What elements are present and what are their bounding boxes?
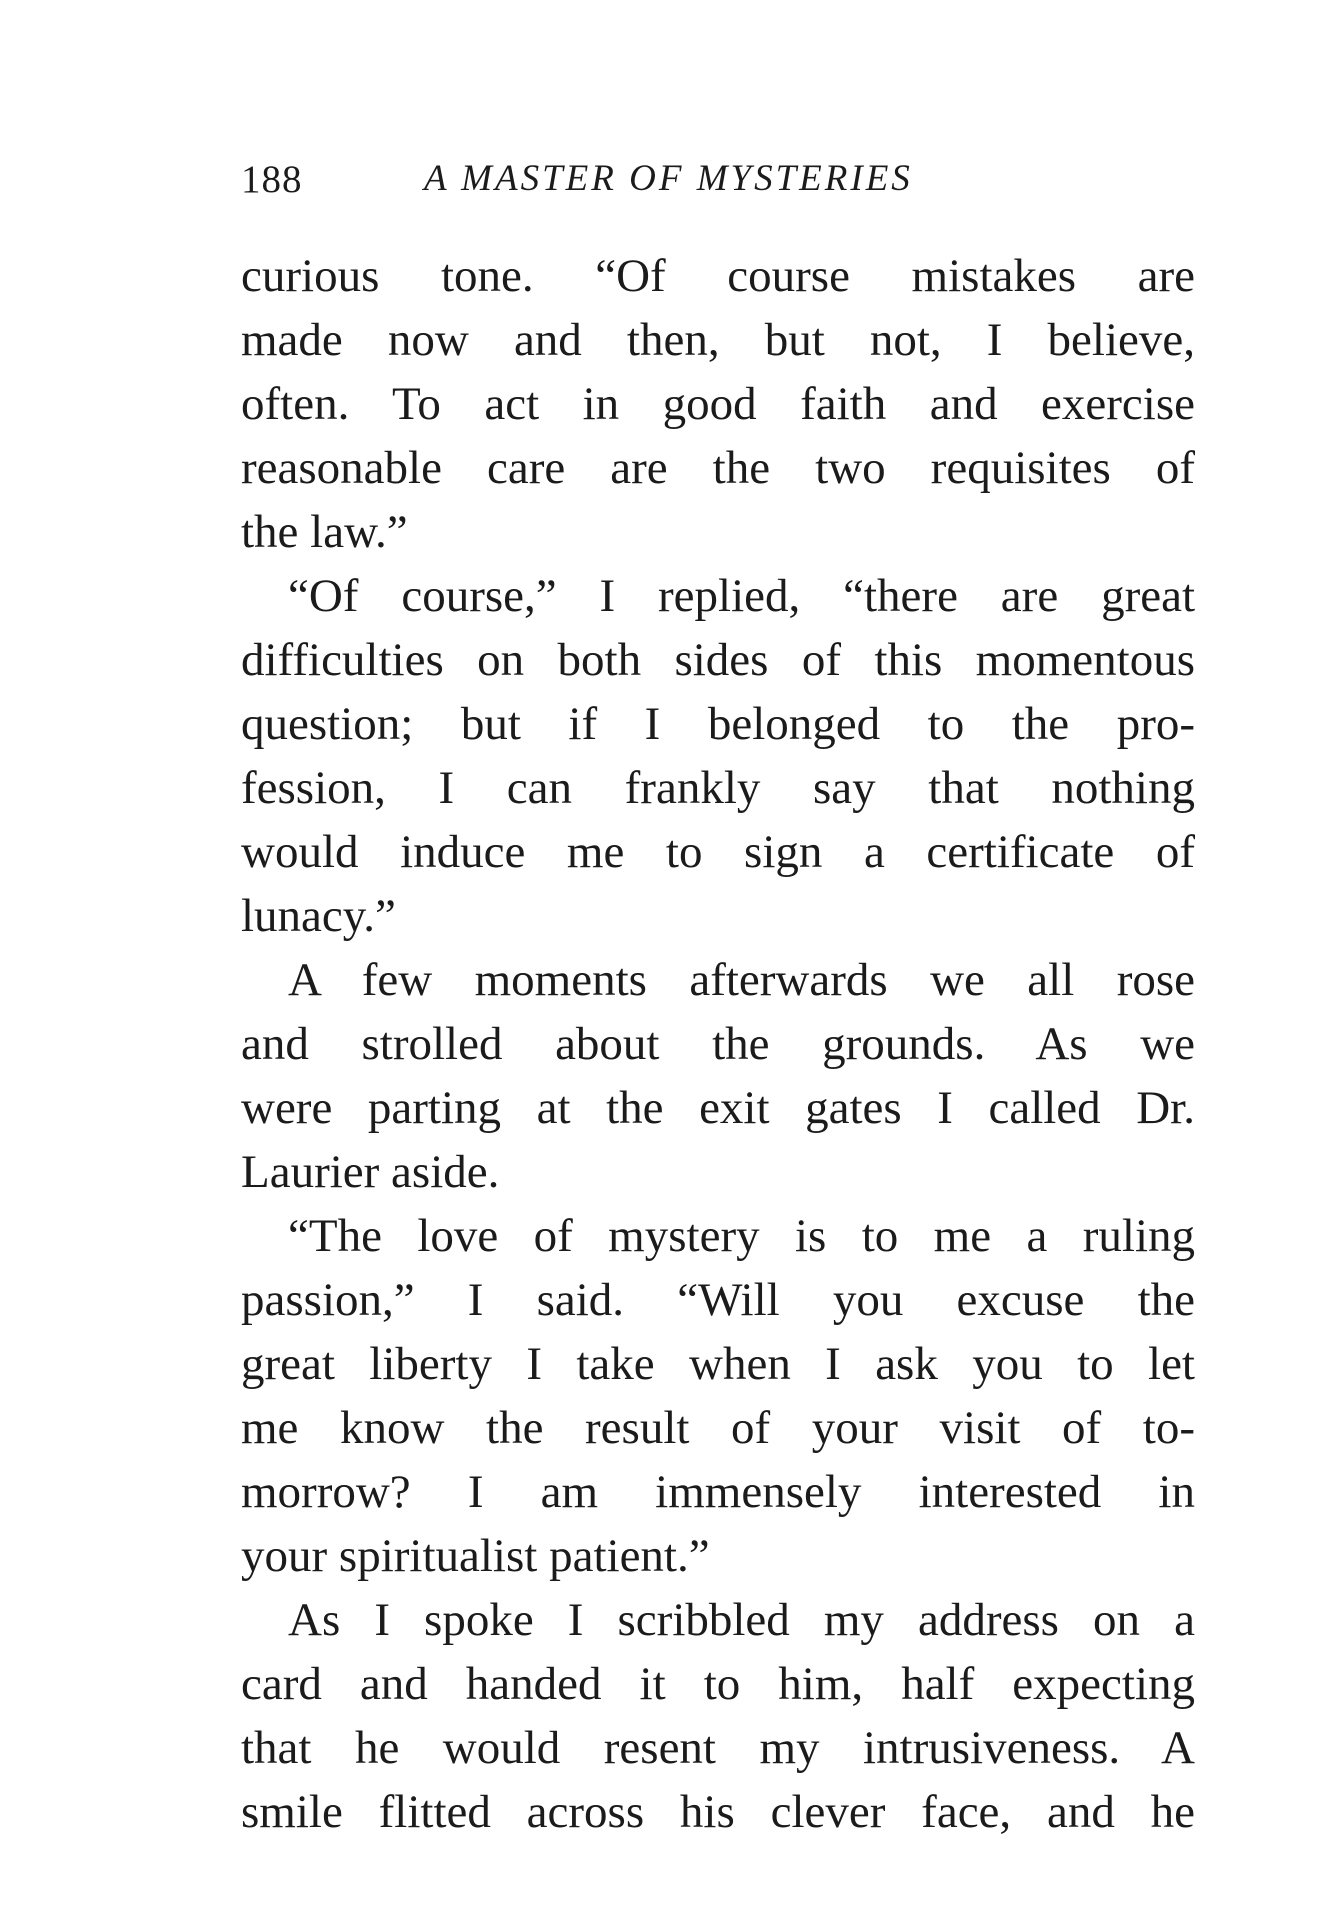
page-number: 188: [241, 158, 303, 201]
text-line: me know the result of your visit of to-: [241, 1402, 1195, 1454]
text-line: morrow? I am immensely interested in: [241, 1466, 1195, 1518]
text-line: that he would resent my intrusiveness. A: [241, 1722, 1195, 1774]
text-line: difficulties on both sides of this momentous: [241, 634, 1195, 686]
text-line: curious tone. “Of course mistakes are: [241, 250, 1195, 302]
text-line: your spiritualist patient.”: [241, 1530, 710, 1582]
text-line: would induce me to sign a certificate of: [241, 826, 1195, 878]
text-line: passion,” I said. “Will you excuse the: [241, 1274, 1195, 1326]
text-line: smile flitted across his clever face, and he: [241, 1786, 1195, 1838]
text-line: lunacy.”: [241, 890, 396, 942]
text-line: made now and then, but not, I believe,: [241, 314, 1195, 366]
text-line: fession, I can frankly say that nothing: [241, 762, 1195, 814]
text-line: “Of course,” I replied, “there are great: [288, 570, 1195, 622]
text-line: great liberty I take when I ask you to let: [241, 1338, 1195, 1390]
running-title: A MASTER OF MYSTERIES: [424, 158, 913, 199]
text-line: card and handed it to him, half expecting: [241, 1658, 1195, 1710]
text-line: “The love of mystery is to me a ruling: [288, 1210, 1195, 1262]
text-line: question; but if I belonged to the pro-: [241, 698, 1195, 750]
text-line: reasonable care are the two requisites of: [241, 442, 1195, 494]
text-line: and strolled about the grounds. As we: [241, 1018, 1195, 1070]
running-head: [241, 157, 1041, 207]
text-line: were parting at the exit gates I called Dr.: [241, 1082, 1195, 1134]
text-line: often. To act in good faith and exercise: [241, 378, 1195, 430]
text-line: the law.”: [241, 506, 408, 558]
text-line: A few moments afterwards we all rose: [288, 954, 1195, 1006]
body-text: [241, 244, 1195, 1844]
text-line: As I spoke I scribbled my address on a: [288, 1594, 1195, 1646]
text-line: Laurier aside.: [241, 1146, 500, 1198]
